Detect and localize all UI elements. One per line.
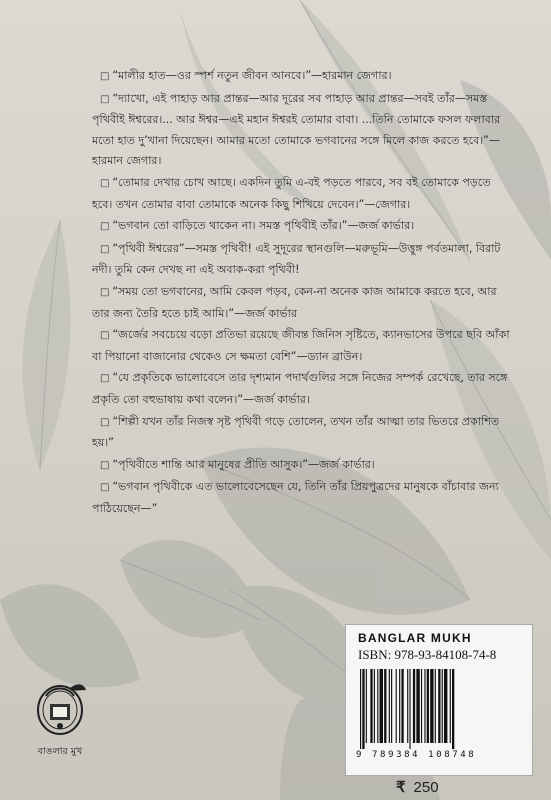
quote-1: □ “মালীর হাত—ওর স্পর্শ নতুন জীবন আনবে।”—হারমান জেগার। xyxy=(92,66,512,88)
quote-8: □ “যে প্রকৃতিকে ভালোবেসে তার দৃশ্যমান পদার্থগুলির সঙ্গে নিজের সম্পর্ক রেখেছে, তার সঙ্গে প্রকৃতি তো বহুভাষায় কথা বলেন।”—জর্জ কার্ভার। xyxy=(92,368,512,410)
quote-4: □ “ভগবান তো বাড়িতে থাকেন না। সমস্ত পৃথিবীই তাঁর।”—জর্জ কার্ভার। xyxy=(92,216,512,238)
quote-9: □ “শিল্পী যখন তাঁর নিজস্ব সৃষ্ট পৃথিবী গড়ে তোলেন, তখন তাঁর আত্মা তার ভিতরে প্রকাশিত হয়।” xyxy=(92,412,512,454)
price-label xyxy=(396,778,439,796)
quote-6: □ “সময় তো ভগবানের, আমি কেবল পড়ব, কেন-না অনেক কাজ আমাকে করতে হবে, আর তার জন্য তৈরি হতে চাই আমি।”—জর্জ কার্ভার xyxy=(92,282,512,324)
price-amount: 250 xyxy=(413,779,439,796)
isbn-barcode-panel xyxy=(345,624,533,776)
rupee-symbol: ₹ xyxy=(396,779,406,796)
quote-7: □ “জর্জের সবচেয়ে বড়ো প্রতিভা রয়েছে জীবন্ত জিনিস সৃষ্টিতে, ক্যানভাসের উপরে ছবি আঁকা বা পিয়ানো বাজানোর থেকেও সে ক্ষমতা বেশি”—ড্যান ব্রাউন। xyxy=(92,325,512,367)
quote-10: □ “পৃথিবীতে শান্তি আর মানুষের প্রীতি আসুক।”—জর্জ কার্ভার। xyxy=(92,455,512,477)
quote-11: □ “ভগবান পৃথিবীকে এত ভালোবেসেছেন যে, তিনি তাঁর প্রিয়পুত্রদের মানুষকে বাঁচাবার জন্য পাঠিয়েছেন—” xyxy=(92,477,512,519)
quotes-section xyxy=(92,66,512,520)
barcode-icon xyxy=(358,669,522,749)
isbn-number: ISBN: 978-93-84108-74-8 xyxy=(358,647,497,662)
quote-3: □ “তোমার দেখার চোখ আছে। একদিন তুমি এ-বই পড়তে পারবে, সব বই তোমাকে পড়তে হবে। তখন তোমার বাবা তোমাকে অনেক কিছু শিখিয়ে দেবেন।”—জেগার। xyxy=(92,173,512,215)
barcode-digits: 9 789384 108748 xyxy=(356,750,477,760)
publisher-emblem-icon xyxy=(32,678,88,738)
publisher-name: BANGLAR MUKH xyxy=(358,631,472,645)
quote-2: □ “দ্যাখো, এই পাহাড় আর প্রান্তর—আর দূরের সব পাহাড় আর প্রান্তর—সবই তাঁর—সমস্ত পৃথিবীই ঈশ্বরের।... আর ঈশ্বর—এই মহান ঈশ্বরই তোমার বাবা। ...তিনি তোমাকে ফসল ফলাবার মতো হাত দু’খানা দিয়েছেন। আমার মতো তোমাকে ভগবানের সঙ্গে মিলে কাজ করতে হবে।”—হারমান জেগার। xyxy=(92,89,512,172)
publisher-logo-text: বাঙলার মুখ xyxy=(37,746,83,757)
quote-5: □ “পৃথিবী ঈশ্বরের”—সমস্ত পৃথিবী! এই সুদূরের স্থানগুলি—মরুভূমি—উত্তুঙ্গ পর্বতমালা, বিরাট নদী। তুমি কেন দেখছ না এই অবাক-করা পৃথিবী! xyxy=(92,239,512,281)
